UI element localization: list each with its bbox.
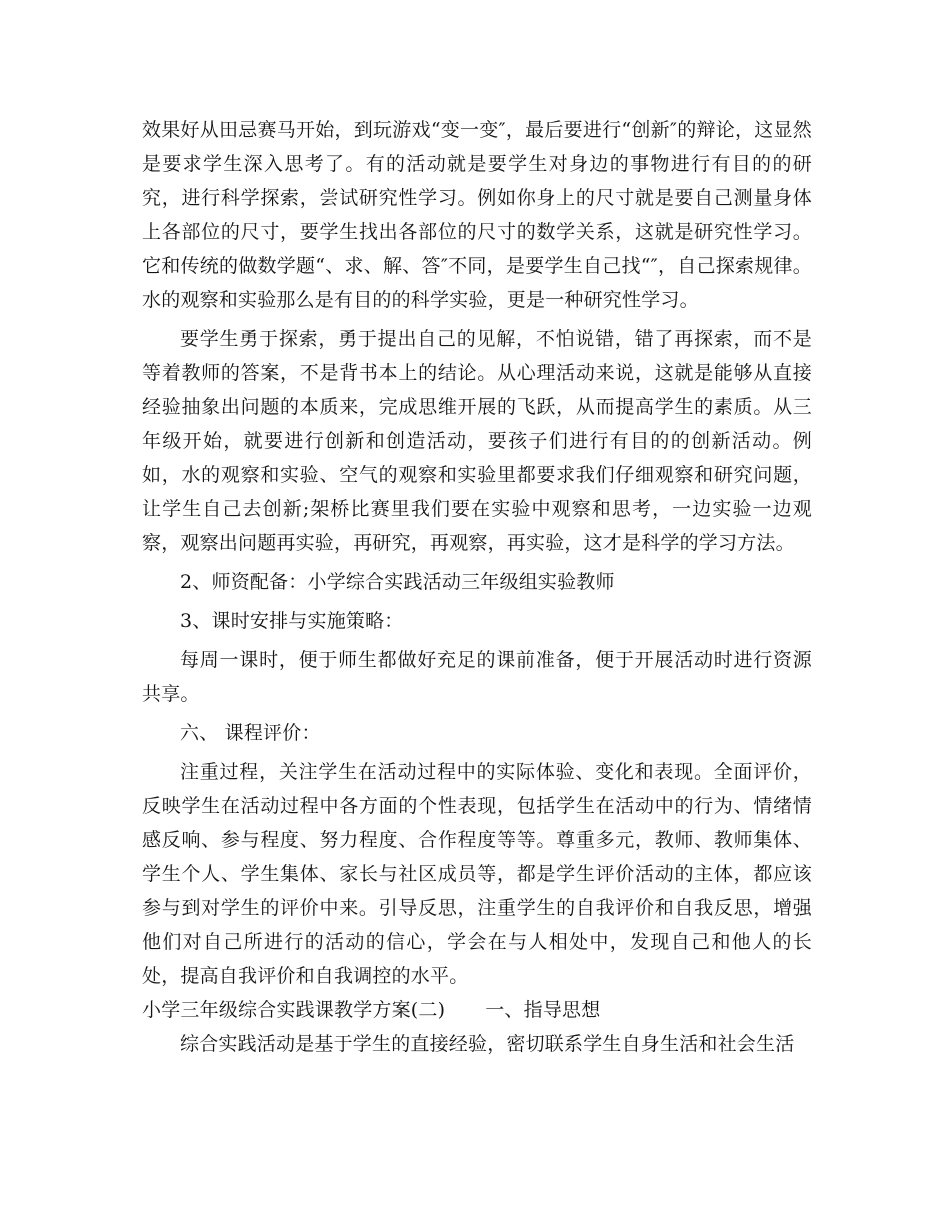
heading-course-evaluation: 六、 课程评价： (180, 722, 321, 744)
item-schedule-heading: 3、课时安排与实施策略： (180, 610, 404, 632)
paragraph-exploration: 要学生勇于探索，勇于提出自己的见解，不怕说错，错了再探索，而不是等着教师的答案，不是背书本上的结论。从心理活动来说，这就是能够从直接经验抽象出问题的本质来，完成思维开展的飞跃，从而提高学生的素质。从三年级开始，就要进行创新和创造活动，要孩子们进行有目的的创新活动。例如，水的观察和实验、空气的观察和实验里都要求我们仔细观察和研究问题，让学生自己去创新;架桥比赛里我们要在实验中观察和思考，一边实验一边观察，观察出问题再实验，再研究，再观察，再实验，这才是科学的学习方法。 (142, 328, 812, 554)
paragraph-evaluation: 注重过程，关注学生在活动过程中的实际体验、变化和表现。全面评价，反映学生在活动过程中各方面的个性表现，包括学生在活动中的行为、情绪情感反响、参与程度、努力程度、合作程度等等。尊重多元，教师、教师集体、学生个人、学生集体、家长与社区成员等，都是学生评价活动的主体，都应该参与到对学生的评价中来。引导反思，注重学生的自我评价和自我反思，增强他们对自己所进行的活动的信心，学会在与人相处中，发现自己和他人的长处，提高自我评价和自我调控的水平。 (142, 761, 812, 987)
section-title: 小学三年级综合实践课教学方案(二) (142, 999, 446, 1021)
section-subtitle: 一、指导思想 (485, 999, 601, 1021)
paragraph-guiding-idea: 综合实践活动是基于学生的直接经验，密切联系学生自身生活和社会生活 (180, 1033, 795, 1055)
item-teacher-allocation: 2、师资配备：小学综合实践活动三年级组实验教师 (180, 571, 615, 593)
section-heading-line (142, 993, 812, 1027)
paragraph-schedule: 每周一课时，便于师生都做好充足的课前准备，便于开展活动时进行资源共享。 (142, 649, 812, 705)
document-page (142, 113, 812, 1061)
paragraph-activity-research: 效果好从田忌赛马开始，到玩游戏“变一变″，最后要进行“创新″的辩论，这显然是要求学生深入思考了。有的活动就是要学生对身边的事物进行有目的的研究，进行科学探索，尝试研究性学习。例如你身上的尺寸就是要自己测量身体上各部位的尺寸，要学生找出各部位的尺寸的数学关系，这就是研究性学习。它和传统的做数学题“、求、解、答″不同，是要学生自己找“″，自己探索规律。水的观察和实验那么是有目的的科学实验，更是一种研究性学习。 (142, 119, 812, 311)
